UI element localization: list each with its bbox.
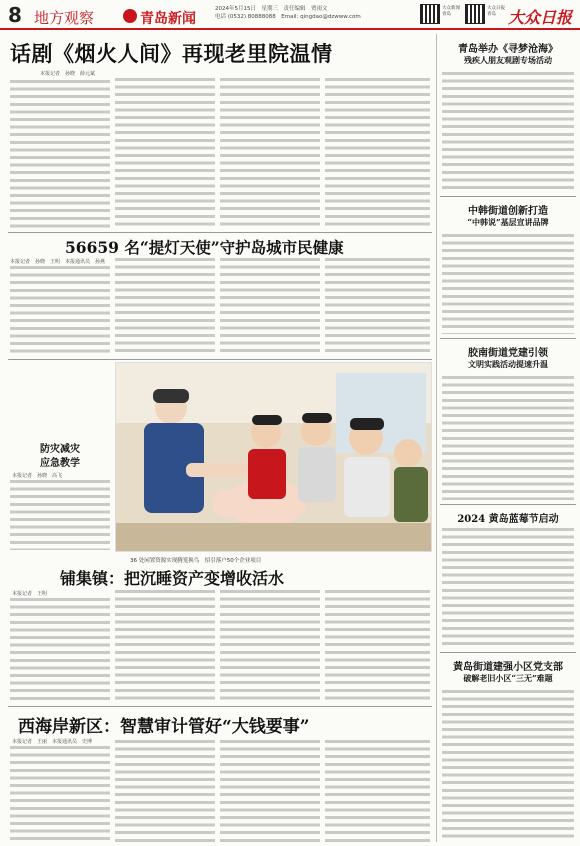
qr-code-icon [465, 4, 485, 24]
article-audit-col1 [10, 746, 110, 842]
article-nurses-col2 [115, 258, 215, 356]
right-subheadline-5: 破解老旧小区“三无”难题 [463, 673, 553, 683]
brand-logo: 大众日报 [508, 8, 573, 27]
qr-code-icon [420, 4, 440, 24]
article-audit-col3 [220, 740, 320, 842]
headline-assets: 铺集镇：把沉睡资产变增收活水 [60, 569, 285, 588]
right-article-4 [442, 528, 574, 648]
right-headline-2: 中韩街道创新打造 [468, 206, 548, 217]
article-opera-col1 [10, 80, 110, 230]
article-opera-col2 [115, 78, 215, 230]
emblem-icon [123, 9, 137, 23]
page-number: 8 [8, 3, 22, 27]
article-nurses-col1 [10, 266, 110, 356]
byline-nurses: 本报记者 孙晓 王明 本报通讯员 孙燕 [10, 259, 106, 265]
article-nurses-col3 [220, 258, 320, 356]
right-headline-3: 胶南街道党建引领 [468, 348, 548, 359]
headline-nurses: 56659 名“提灯天使”守护岛城市民健康 [65, 238, 344, 257]
headline-opera: 话剧《烟火人间》再现老里院温情 [10, 41, 333, 66]
right-subheadline-3: 文明实践活动提速升温 [468, 359, 548, 369]
right-headline-1: 青岛举办《寻梦沧海》 [458, 44, 558, 55]
news-photo-children [115, 362, 432, 552]
divider [8, 706, 432, 707]
right-headline-4: 2024 黄岛蓝莓节启动 [457, 514, 559, 525]
divider [8, 232, 432, 233]
issue-info [215, 5, 415, 21]
column-rule [436, 34, 437, 842]
right-article-1 [442, 72, 574, 192]
article-assets-col3 [220, 590, 320, 702]
right-headline-5: 黄岛街道建强小区党支部 [453, 662, 563, 673]
divider [8, 359, 432, 360]
byline-assets: 本报记者 王明 [12, 591, 48, 597]
article-opera-col4 [325, 78, 430, 230]
qr-label-2: 大众日报青岛 [487, 6, 505, 17]
byline-opera: 本报记者 孙晓 薛元斌 [40, 71, 96, 77]
sidebar-text [10, 480, 110, 550]
sidebar-byline: 本报记者 孙晓 高飞 [12, 473, 63, 479]
divider [440, 196, 576, 197]
section-name: 地方观察 [34, 9, 95, 27]
right-subheadline-1: 残疾人朋友观剧专场活动 [464, 55, 552, 65]
right-article-3 [442, 376, 574, 500]
article-assets-col4 [325, 590, 430, 702]
divider [440, 504, 576, 505]
contact-line: 电话 (0532) 80888088 Email: qingdao@dzwww.com [215, 14, 361, 20]
article-assets-col1 [10, 598, 110, 702]
paper-subtitle: 青岛新闻 [140, 11, 196, 27]
divider [440, 338, 576, 339]
article-assets-col2 [115, 590, 215, 702]
sidebar-title-2: 应急教学 [40, 458, 80, 469]
article-audit-col4 [325, 740, 430, 842]
right-article-2 [442, 234, 574, 334]
article-opera-col3 [220, 78, 320, 230]
date-line: 2024年5月15日 星期三 责任编辑 贾雨文 [215, 6, 328, 12]
divider [440, 652, 576, 653]
article-nurses-col4 [325, 258, 430, 356]
article-audit-col2 [115, 740, 215, 842]
masthead [0, 0, 580, 30]
qr-label-1: 大众新闻青岛 [442, 6, 460, 17]
headline-audit: 西海岸新区：智慧审计管好“大钱要事” [18, 717, 310, 737]
right-subheadline-2: “中韩说”基层宣讲品牌 [467, 217, 549, 227]
photo-caption: 36 处闲置资源实现腾笼换鸟 招引落户50个企业项目 [130, 558, 262, 564]
sidebar-title-1: 防灾减灾 [40, 444, 80, 455]
byline-audit: 本报记者 王丽 本报通讯员 史博 [12, 739, 93, 745]
right-article-5 [442, 690, 574, 842]
